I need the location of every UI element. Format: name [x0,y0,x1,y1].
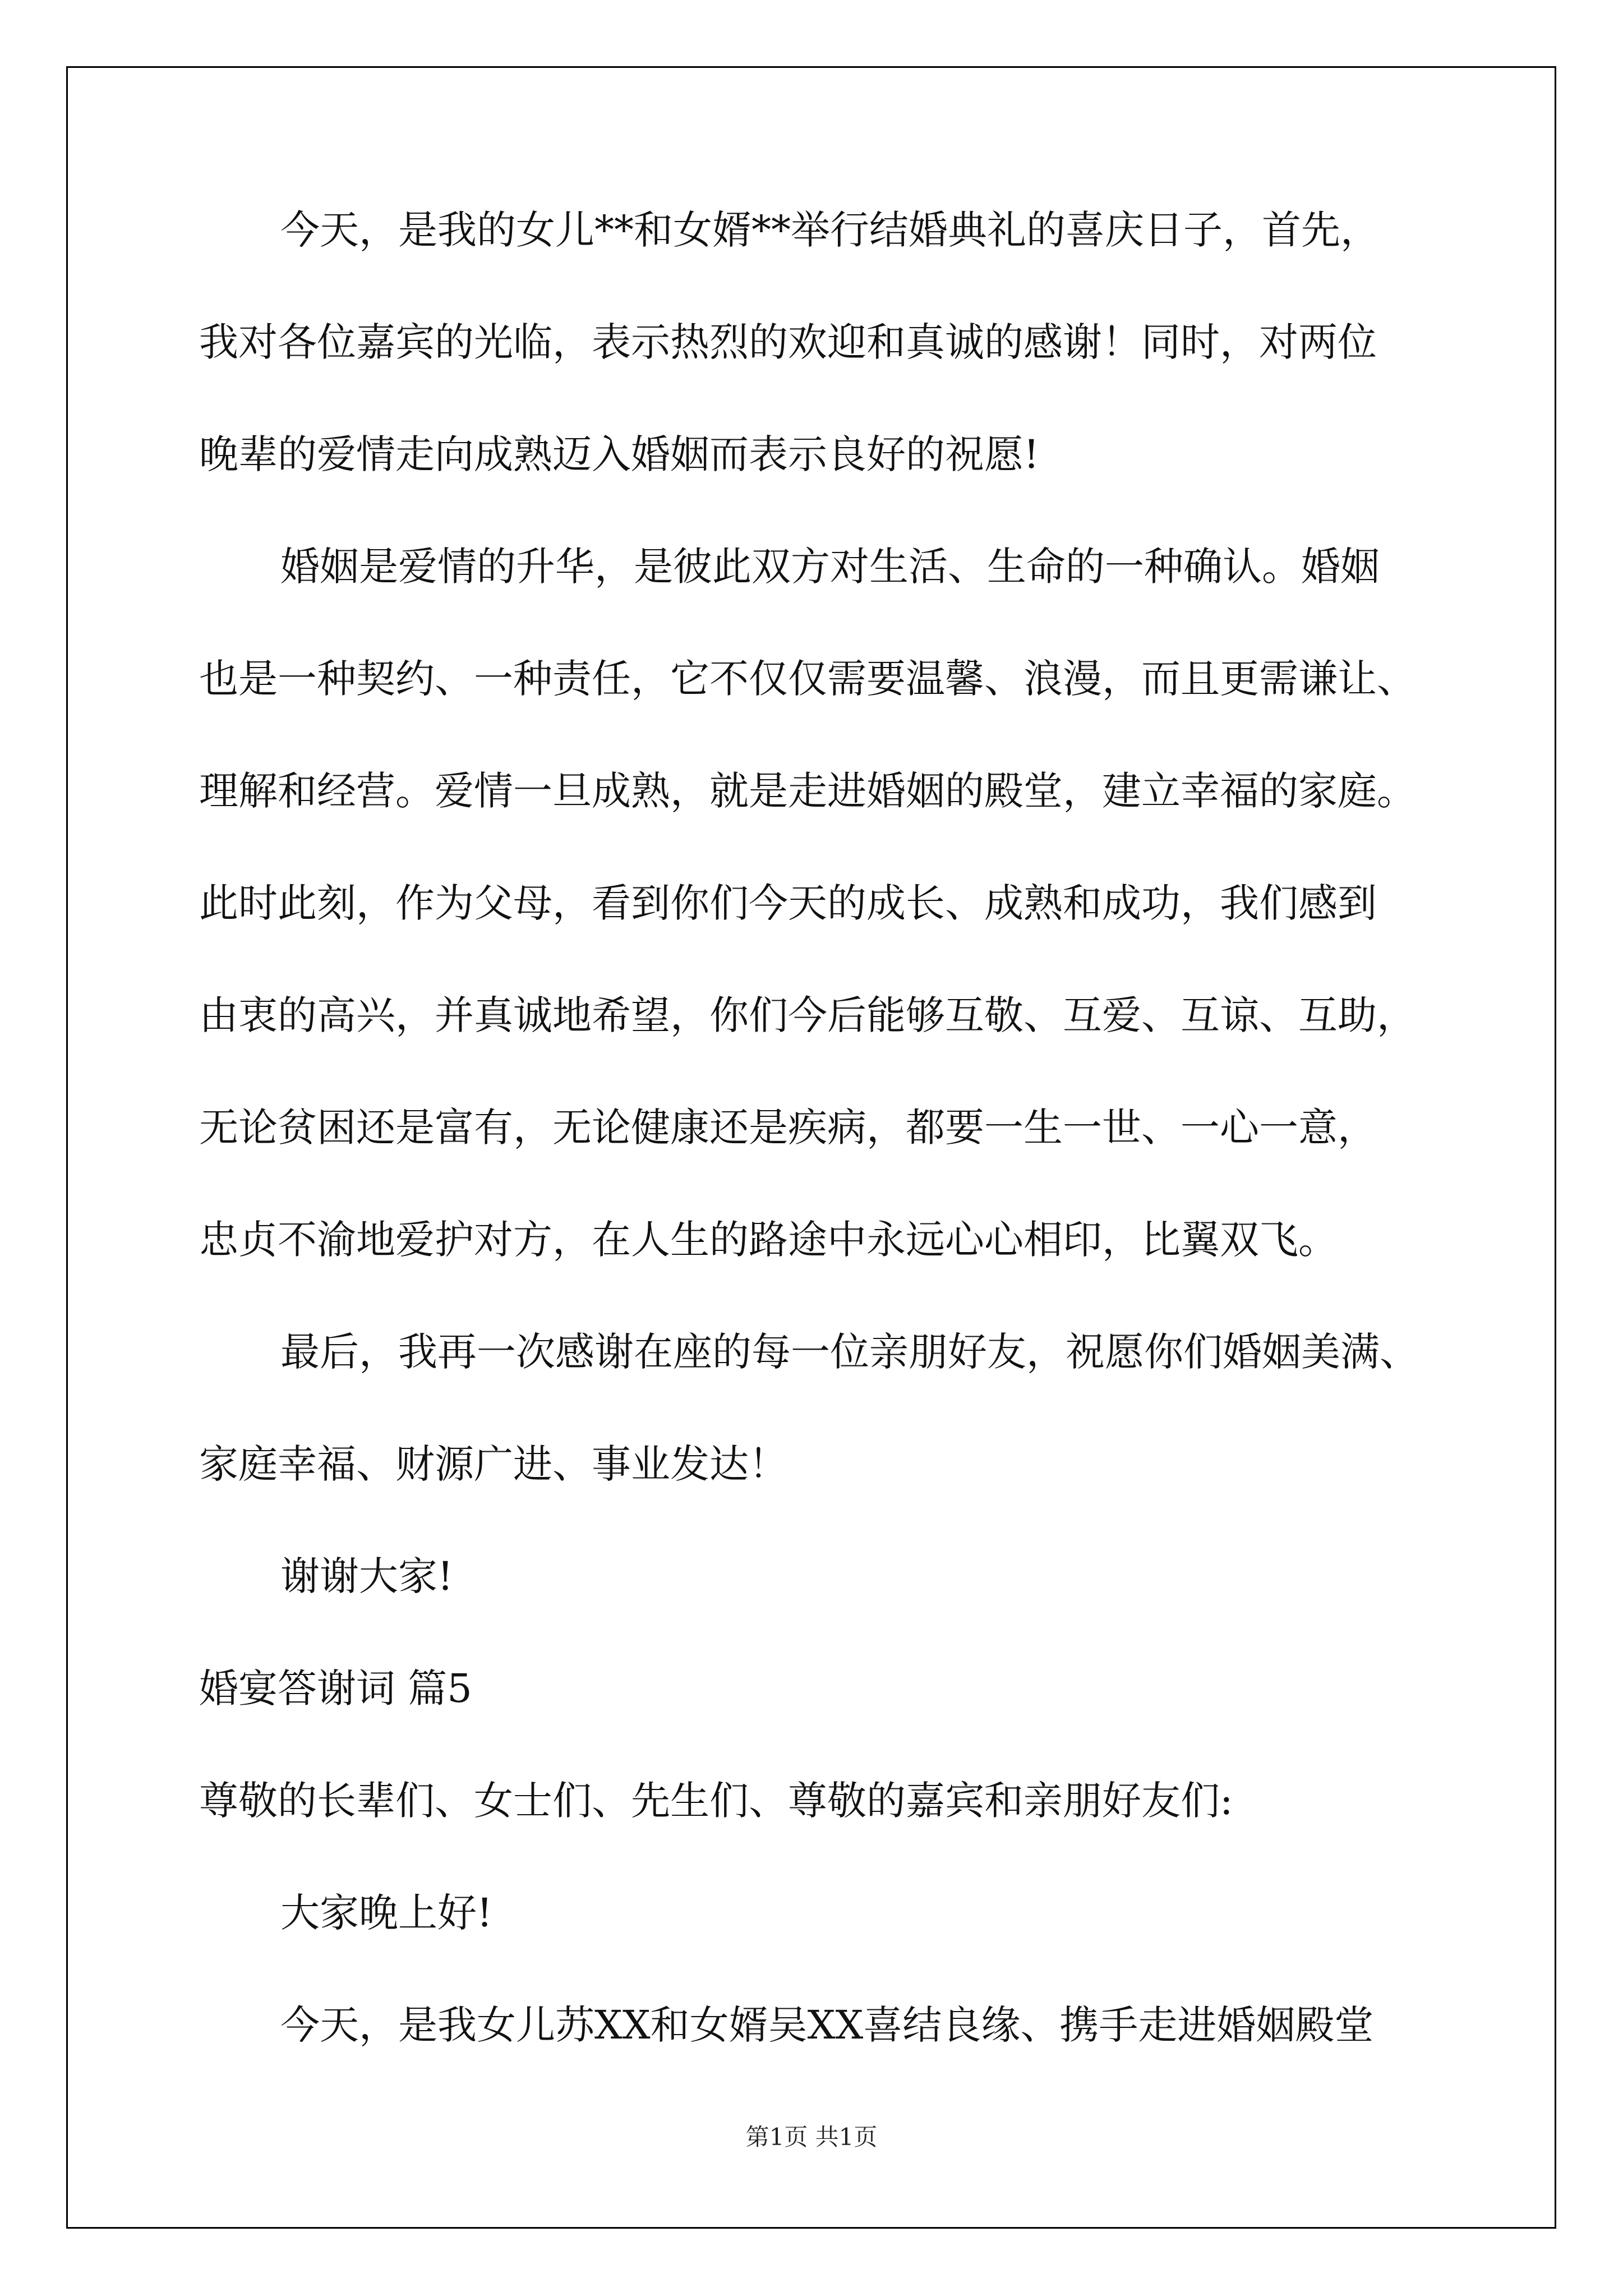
paragraph-line: 忠贞不渝地爱护对方，在人生的路途中永远心心相印，比翼双飞。 [199,1217,1338,1263]
paragraph-line: 家庭幸福、财源广进、事业发达！ [199,1441,788,1487]
page-number-footer: 第1页 共1页 [745,2123,878,2151]
paragraph-line: 由衷的高兴，并真诚地希望，你们今后能够互敬、互爱、互谅、互助， [199,992,1416,1038]
paragraph-line: 无论贫困还是富有，无论健康还是疾病，都要一生一世、一心一意， [199,1105,1377,1151]
paragraph-line: 理解和经营。爱情一旦成熟，就是走进婚姻的殿堂，建立幸福的家庭。 [199,768,1416,814]
section-heading: 婚宴答谢词 篇5 [199,1665,472,1711]
paragraph-line: 此时此刻，作为父母，看到你们今天的成长、成熟和成功，我们感到 [199,880,1377,926]
paragraph-line: 今天，是我的女儿**和女婿**举行结婚典礼的喜庆日子，首先， [280,207,1380,253]
paragraph-line: 晚辈的爱情走向成熟迈入婚姻而表示良好的祝愿! [199,431,1040,477]
greeting-line: 大家晚上好! [280,1890,493,1936]
paragraph-line: 我对各位嘉宾的光临，表示热烈的欢迎和真诚的感谢！同时，对两位 [199,319,1377,365]
paragraph-line: 也是一种契约、一种责任，它不仅仅需要温馨、浪漫，而且更需谦让、 [199,656,1416,702]
paragraph-line: 最后，我再一次感谢在座的每一位亲朋好友，祝愿你们婚姻美满、 [280,1329,1419,1375]
paragraph-line: 婚姻是爱情的升华，是彼此双方对生活、生命的一种确认。婚姻 [280,544,1380,590]
paragraph-line: 今天，是我女儿苏XX和女婿吴XX喜结良缘、携手走进婚姻殿堂 [280,2002,1374,2048]
paragraph-line: 谢谢大家! [280,1553,454,1599]
salutation-line: 尊敬的长辈们、女士们、先生们、尊敬的嘉宾和亲朋好友们: [199,1778,1233,1824]
